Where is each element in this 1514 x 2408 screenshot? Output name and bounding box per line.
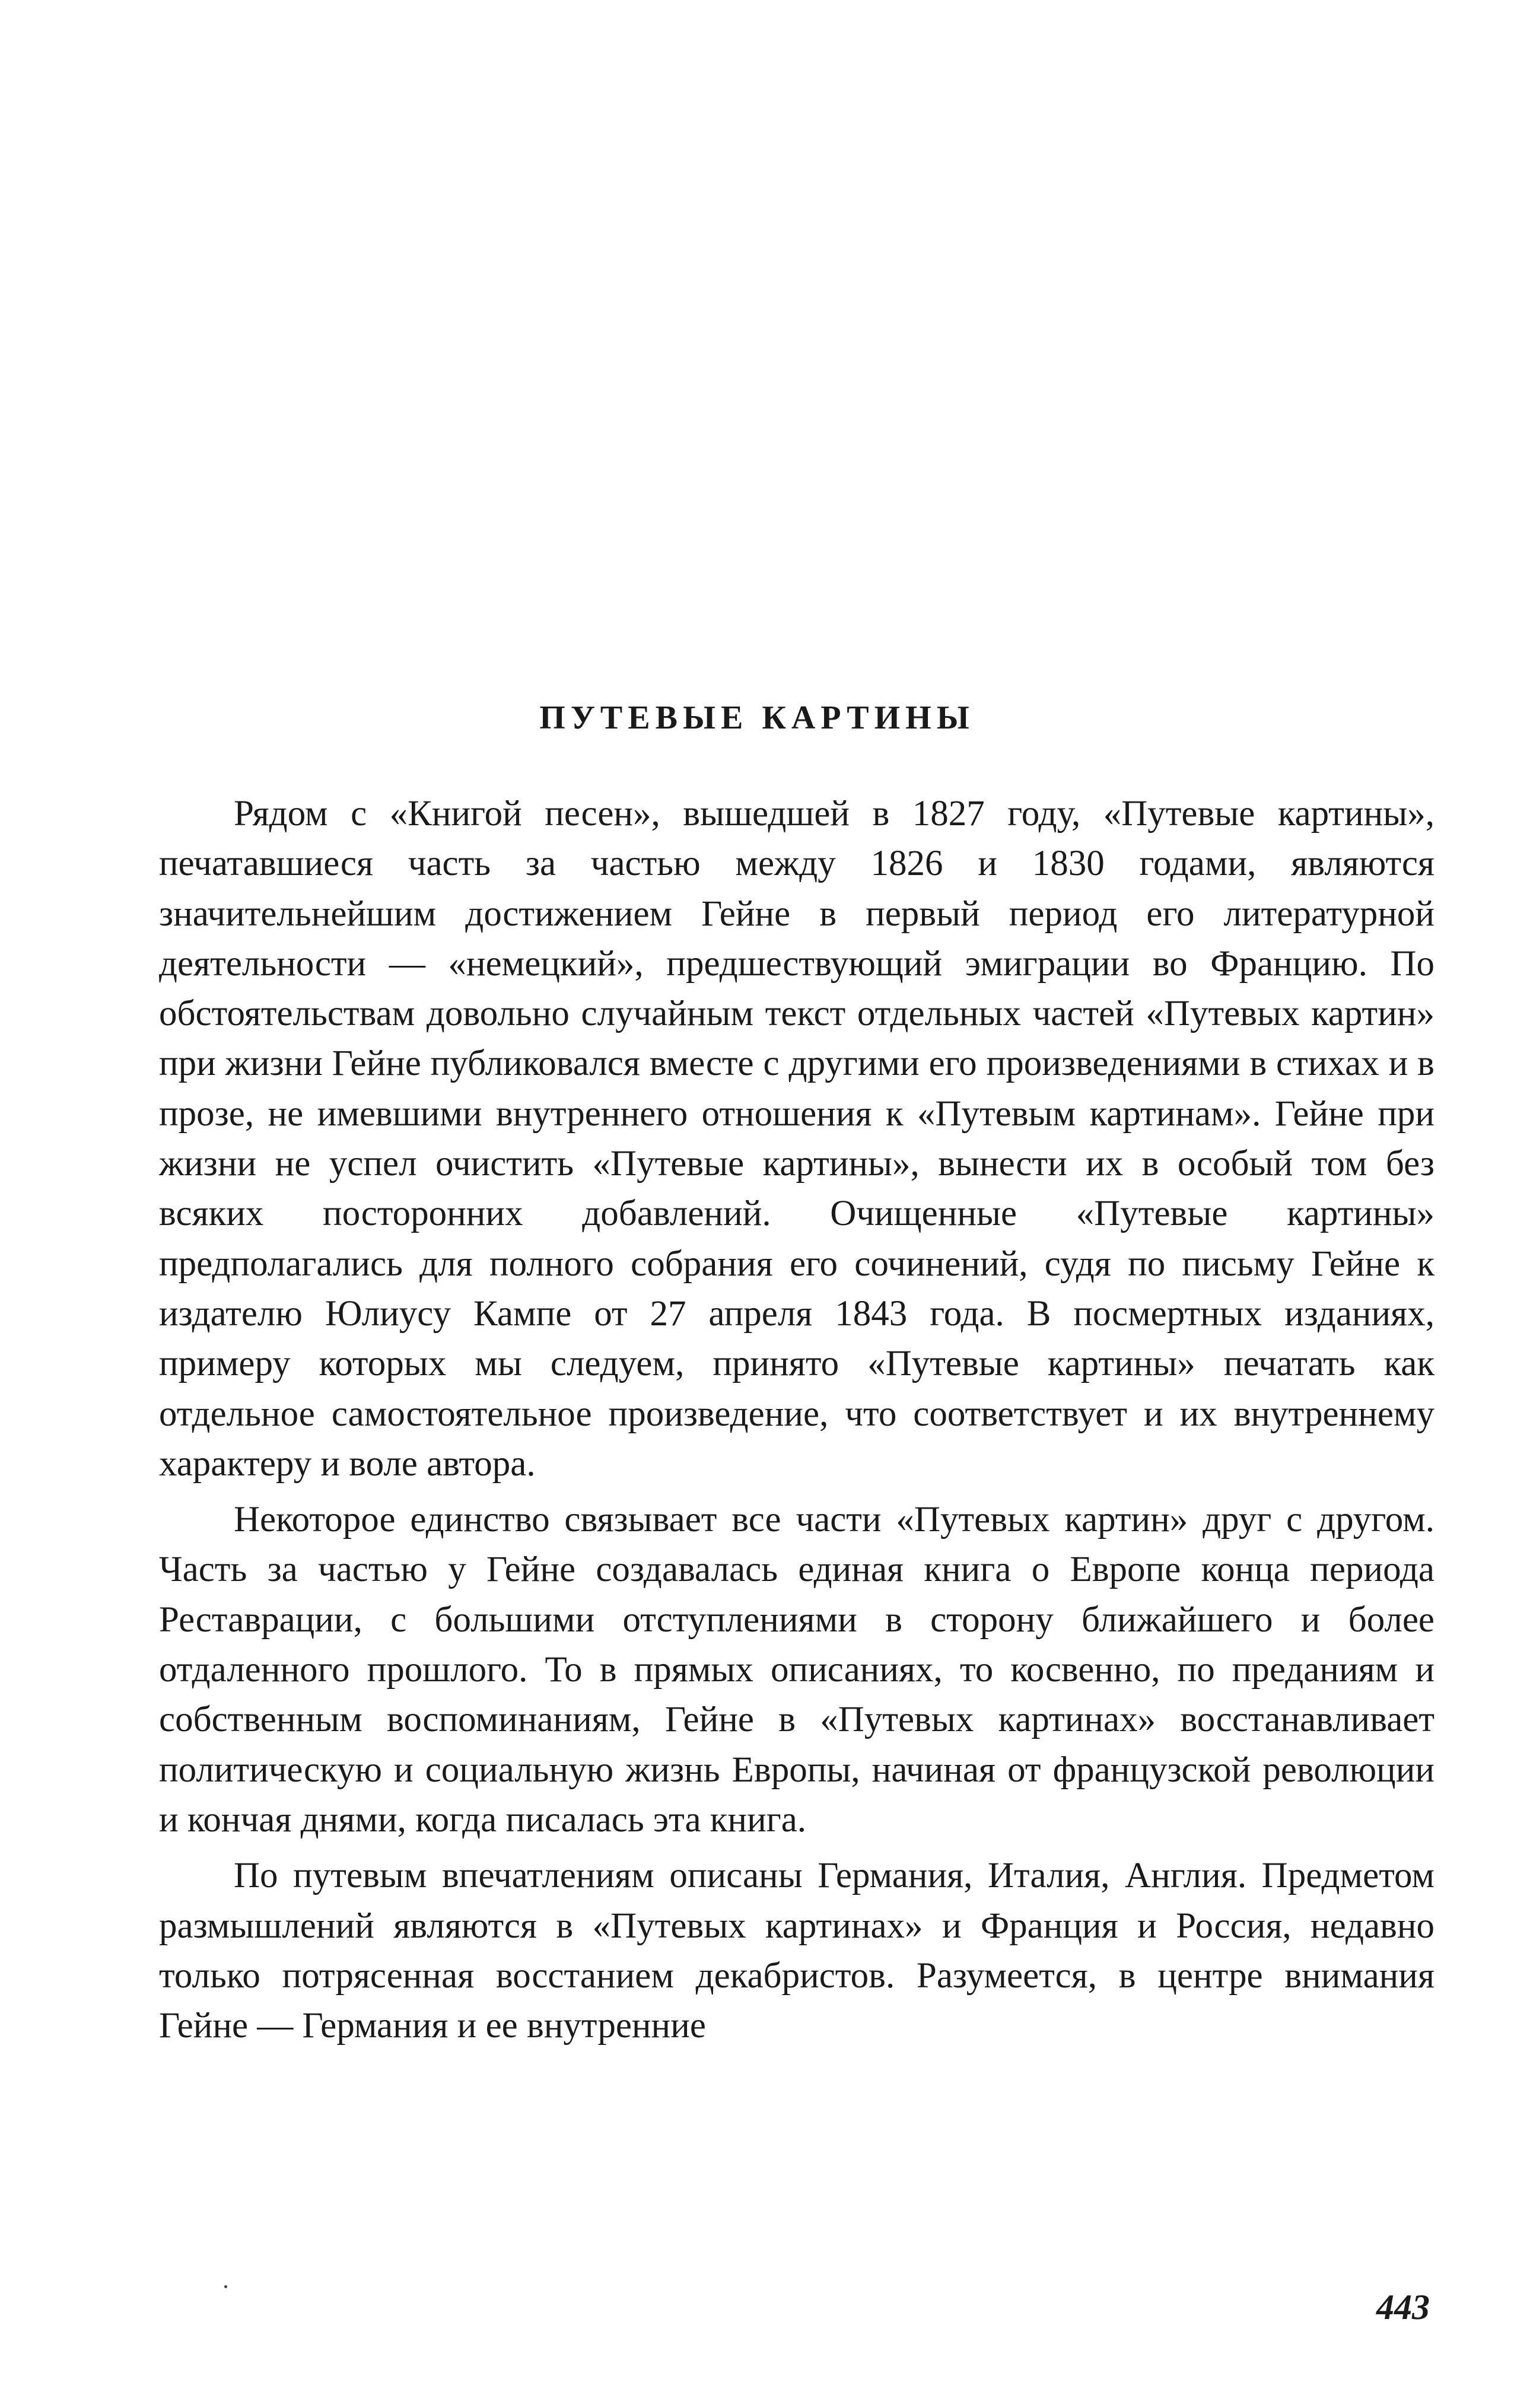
paragraph-3: По путевым впечатлениям описаны Германия, Италия, Англия. Предметом размышлений являются в «Путевых картинах» и Франция и Россия, недавно только потрясенная восстанием декабристов. Разумеется, в центре внимания Гейне — Германия и ее внутренние (159, 1856, 1435, 2046)
page-number: 443 (1376, 2288, 1430, 2327)
print-speck (224, 2285, 227, 2288)
chapter-title: ПУТЕВЫЕ КАРТИНЫ (539, 699, 975, 736)
paragraph-2: Некоторое единство связывает все части «Путевых картин» друг с другом. Часть за частью у Гейне создавалась единая книга о Европе конца периода Реставрации, с большими отступлениями в сторону ближайшего и более отдаленного прошлого. То в прямых описаниях, то косвенно, по преданиям и собственным воспоминаниям, Гейне в «Путевых картинах» восстанавливает политическую и социальную жизнь Европы, начиная от французской революции и кончая днями, когда писалась эта книга. (159, 1500, 1435, 1840)
body-text (159, 789, 1435, 2057)
paragraph-1: Рядом с «Книгой песен», вышедшей в 1827 году, «Путевые картины», печатавшиеся часть за частью между 1826 и 1830 годами, являются значительнейшим достижением Гейне в первый период его литературной деятельности — «немецкий», предшествующий эмиграции во Францию. По обстоятельствам довольно случайным текст отдельных частей «Путевых картин» при жизни Гейне публиковался вместе с другими его произведениями в стихах и в прозе, не имевшими внутреннего отношения к «Путевым картинам». Гейне при жизни не успел очистить «Путевые картины», вынести их в особый том без всяких посторонних добавлений. Очищенные «Путевые картины» предполагались для полного собрания его сочинений, судя по письму Гейне к издателю Юлиусу Кампе от 27 апреля 1843 года. В посмертных изданиях, примеру которых мы следуем, принято «Путевые картины» печатать как отдельное самостоятельное произведение, что соответствует и их внутреннему характеру и воле автора. (159, 794, 1435, 1484)
